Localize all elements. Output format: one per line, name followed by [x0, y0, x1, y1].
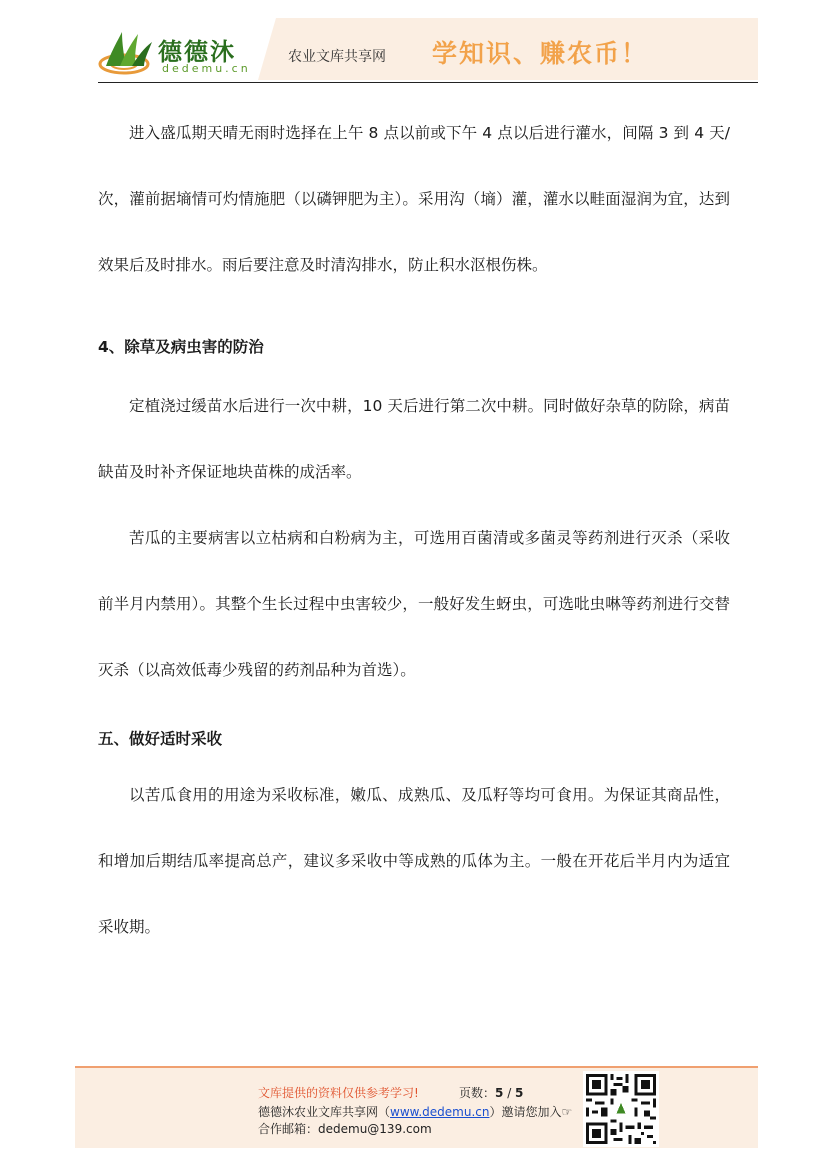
- qr-code-icon: [583, 1071, 659, 1147]
- logo-text: 德德沐: [158, 37, 236, 66]
- site-link[interactable]: www.dedemu.cn: [390, 1105, 490, 1119]
- footer-site-prefix: 德德沐农业文库共享网（: [258, 1105, 391, 1119]
- footer-invite: ）邀请您加入☞: [489, 1105, 573, 1119]
- header-divider: [98, 82, 758, 83]
- logo-domain-text: dedemu.cn: [162, 62, 251, 75]
- footer-email: 合作邮箱：dedemu@139.com: [258, 1122, 432, 1136]
- page-footer: [75, 1066, 758, 1148]
- footer-site-line: [258, 1103, 572, 1120]
- section-heading: 五、做好适时采收: [98, 730, 223, 748]
- footer-notice: 文库提供的资料仅供参考学习!: [258, 1086, 419, 1100]
- page-total: 5: [515, 1086, 524, 1100]
- weeding-section: [98, 373, 730, 703]
- harvest-section: [98, 762, 730, 960]
- paragraph: 定植浇过缓苗水后进行一次中耕，10 天后进行第二次中耕。同时做好杂草的防除，病苗缺苗及时补齐保证地块苗株的成活率。: [98, 397, 730, 481]
- page-separator: /: [503, 1086, 516, 1100]
- page-current: 5: [495, 1086, 504, 1100]
- page-header: [98, 18, 758, 82]
- site-name: 农业文库共享网: [288, 49, 386, 65]
- paragraph: 以苦瓜食用的用途为采收标准，嫩瓜、成熟瓜、及瓜籽等均可食用。为保证其商品性，和增加后期结瓜率提高总产，建议多采收中等成熟的瓜体为主。一般在开花后半月内为适宜采收期。: [98, 786, 730, 936]
- page-counter: [459, 1084, 523, 1101]
- irrigation-section: [98, 100, 730, 298]
- paragraph: 苦瓜的主要病害以立枯病和白粉病为主，可选用百菌清或多菌灵等药剂进行灭杀（采收前半月内禁用）。其整个生长过程中虫害较少，一般好发生蚜虫，可选吡虫啉等药剂进行交替灭杀（以高效低毒少残留的药剂品种为首选）。: [98, 529, 730, 679]
- dedemu-logo-icon: [98, 30, 158, 76]
- section-heading-weeding: [98, 314, 264, 380]
- slogan: 学知识、赚农币！: [432, 39, 649, 68]
- page-counter-label: 页数：: [459, 1086, 496, 1100]
- section-heading: 4、除草及病虫害的防治: [98, 338, 264, 356]
- paragraph: 进入盛瓜期天晴无雨时选择在上午 8 点以前或下午 4 点以后进行灌水，间隔 3 到 4 天/次，灌前据墒情可灼情施肥（以磷钾肥为主）。采用沟（墒）灌，灌水以畦面湿润为宜，达到效果后及时排水。雨后要注意及时清沟排水，防止积水沤根伤株。: [98, 124, 730, 274]
